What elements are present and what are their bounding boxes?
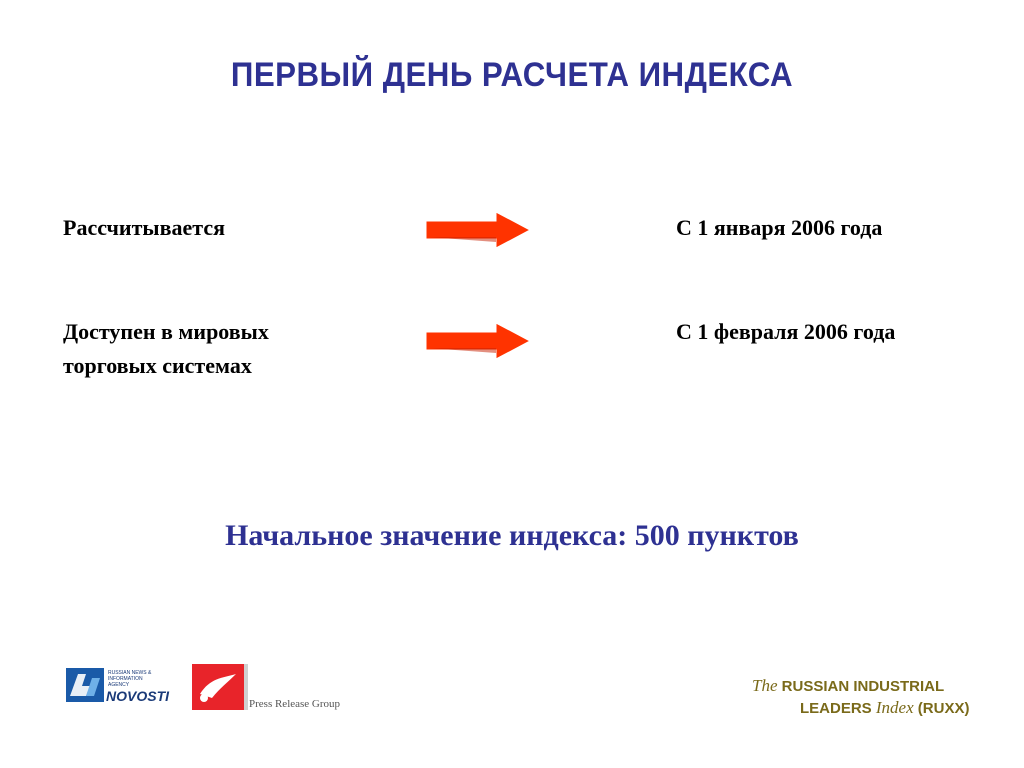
initial-index-value: Начальное значение индекса: 500 пунктов	[225, 519, 799, 552]
rian-small-line-3: AGENCY	[108, 682, 130, 688]
slide-title: ПЕРВЫЙ ДЕНЬ РАСЧЕТА ИНДЕКСА	[230, 56, 794, 94]
row-1-value: С 1 января 2006 года	[676, 215, 883, 240]
rian-name: NOVOSTI	[106, 688, 170, 704]
ruxx-brand	[748, 676, 988, 726]
row-2-label-line-2: торговых системах	[63, 353, 252, 378]
row-2-value: С 1 февраля 2006 года	[676, 319, 896, 344]
brand-ticker: (RUXX)	[917, 700, 970, 717]
brand-the: The	[752, 676, 778, 695]
right-arrow-icon	[426, 323, 532, 359]
press-release-group-label: Press Release Group	[249, 698, 341, 710]
brand-line1-text: RUSSIAN INDUSTRIAL	[781, 678, 945, 695]
row-1-label-line-1: Рассчитывается	[63, 215, 225, 240]
brand-index: Index	[875, 698, 914, 717]
brand-line-1	[752, 676, 944, 696]
row-2-label-line-1: Доступен в мировых	[63, 319, 269, 344]
rian-small-line-1: RUSSIAN NEWS &	[108, 670, 152, 676]
row-1-label	[63, 211, 225, 245]
brand-line-2	[800, 698, 969, 718]
row-2-label	[63, 315, 269, 383]
rian-novosti-logo	[66, 666, 186, 704]
press-release-group-logo	[192, 664, 248, 714]
right-arrow-icon	[426, 212, 532, 248]
rian-small-line-2: INFORMATION	[108, 676, 143, 682]
brand-leaders: LEADERS	[800, 700, 872, 717]
